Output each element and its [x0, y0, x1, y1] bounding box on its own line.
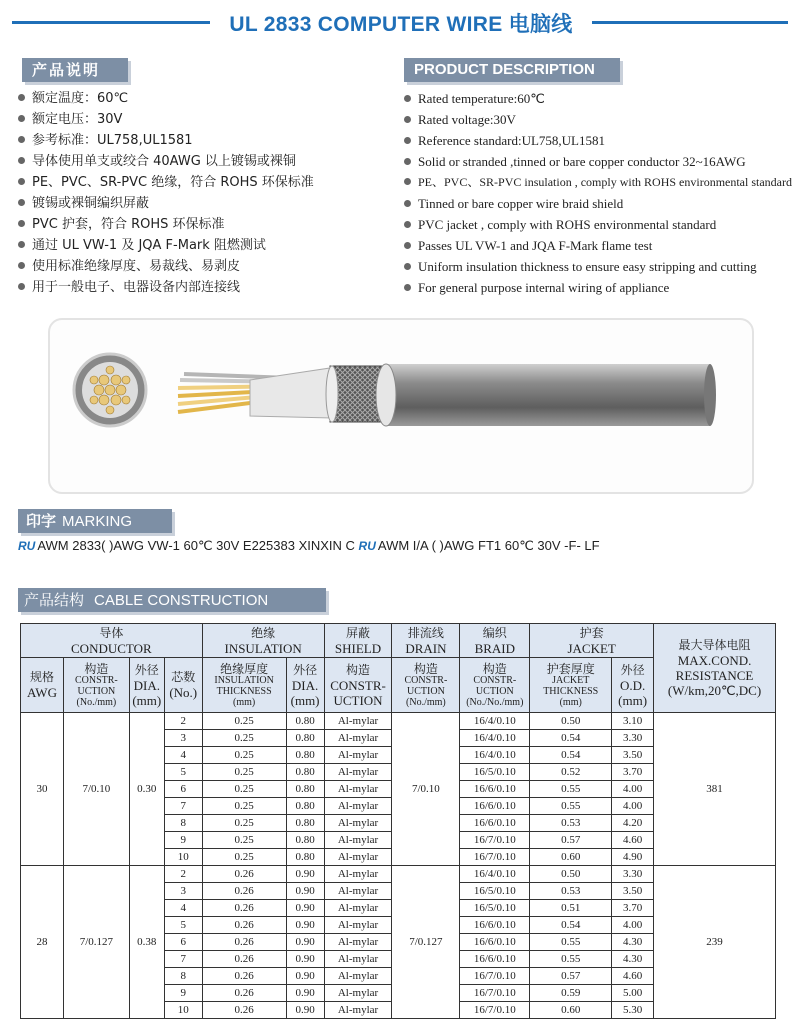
table-cell: Al-mylar	[324, 781, 392, 798]
table-cell: Al-mylar	[324, 764, 392, 781]
cable-image	[50, 320, 752, 492]
table-cell: 7	[164, 798, 202, 815]
table-cell: 4.00	[612, 781, 654, 798]
insulation-dia-header: 外径 DIA. (mm)	[286, 658, 324, 713]
table-cell: 4.60	[612, 968, 654, 985]
table-cell: 16/6/0.10	[460, 951, 530, 968]
table-cell: 0.90	[286, 900, 324, 917]
table-cell: Al-mylar	[324, 951, 392, 968]
table-cell: 0.55	[530, 798, 612, 815]
table-cell: Al-mylar	[324, 917, 392, 934]
table-cell: 0.80	[286, 815, 324, 832]
table-cell: 3	[164, 730, 202, 747]
table-cell: 7/0.127	[63, 866, 129, 1019]
table-cell: 4	[164, 900, 202, 917]
conductor-dia-header: 外径 DIA. (mm)	[129, 658, 164, 713]
table-cell: 16/7/0.10	[460, 968, 530, 985]
table-cell: 0.54	[530, 917, 612, 934]
table-cell: 5.00	[612, 985, 654, 1002]
table-cell: 2	[164, 866, 202, 883]
table-cell: 0.26	[202, 900, 286, 917]
table-cell: 0.80	[286, 713, 324, 730]
bullet-icon	[18, 199, 25, 206]
table-cell: 16/7/0.10	[460, 985, 530, 1002]
construction-heading: 产品结构 CABLE CONSTRUCTION	[18, 588, 326, 612]
bullet-icon	[18, 283, 25, 290]
insulation-thickness-header: 绝缘厚度 INSULATION THICKNESS (mm)	[202, 658, 286, 713]
table-cell: 10	[164, 849, 202, 866]
insulation-header: 绝缘 INSULATION	[202, 624, 324, 658]
bullet-icon	[18, 178, 25, 185]
bullet-icon	[18, 220, 25, 227]
table-cell: 0.25	[202, 832, 286, 849]
bullet-icon	[404, 137, 411, 144]
bullet-icon	[18, 115, 25, 122]
table-cell: 0.25	[202, 849, 286, 866]
braid-construction-header: 构造 CONSTR- UCTION (No./No./mm)	[460, 658, 530, 713]
bullet-icon	[18, 94, 25, 101]
table-cell: 0.50	[530, 866, 612, 883]
table-cell: 16/7/0.10	[460, 849, 530, 866]
marking-line-2: AWM I/A ( )AWG FT1 60℃ 30V -F- LF	[377, 538, 600, 553]
list-item: PE、PVC、SR-PVC 绝缘，符合 ROHS 环保标准	[18, 172, 314, 193]
table-cell: 9	[164, 832, 202, 849]
table-cell: 7/0.127	[392, 866, 460, 1019]
shield-header: 屏蔽 SHIELD	[324, 624, 392, 658]
table-cell: 4	[164, 747, 202, 764]
table-cell: Al-mylar	[324, 866, 392, 883]
table-cell: 0.80	[286, 781, 324, 798]
table-cell: Al-mylar	[324, 883, 392, 900]
table-cell: Al-mylar	[324, 900, 392, 917]
ul-mark-icon: RU	[18, 539, 36, 553]
table-cell: 3.30	[612, 730, 654, 747]
table-cell: 0.51	[530, 900, 612, 917]
table-cell: 0.90	[286, 934, 324, 951]
list-item: 通过 UL VW-1 及 JQA F-Mark 阻燃测试	[18, 235, 314, 256]
table-cell: 0.25	[202, 747, 286, 764]
table-cell: 0.55	[530, 934, 612, 951]
table-cell: 5	[164, 764, 202, 781]
table-cell: 0.30	[129, 713, 164, 866]
table-cell: 0.90	[286, 1002, 324, 1019]
max-resistance-header: 最大导体电阻 MAX.COND. RESISTANCE (W/km,20℃,DC)	[654, 624, 776, 713]
table-cell: 0.26	[202, 883, 286, 900]
table-cell: Al-mylar	[324, 968, 392, 985]
table-cell: 16/6/0.10	[460, 917, 530, 934]
table-cell: 7/0.10	[392, 713, 460, 866]
table-cell: 4.90	[612, 849, 654, 866]
table-cell: 16/4/0.10	[460, 730, 530, 747]
marking-text	[18, 538, 600, 554]
table-cell: 0.26	[202, 951, 286, 968]
table-cell: 0.90	[286, 951, 324, 968]
bullet-icon	[404, 263, 411, 270]
desc-en-heading: PRODUCT DESCRIPTION	[404, 58, 620, 82]
bullet-icon	[404, 116, 411, 123]
list-item: For general purpose internal wiring of appliance	[404, 277, 792, 298]
table-cell: 4.00	[612, 917, 654, 934]
conductor-header: 导体 CONDUCTOR	[21, 624, 203, 658]
cable-illustration	[48, 318, 754, 494]
list-item: PVC 护套，符合 ROHS 环保标准	[18, 214, 314, 235]
table-cell: 3.10	[612, 713, 654, 730]
bullet-icon	[404, 95, 411, 102]
list-item: Rated temperature:60℃	[404, 88, 792, 109]
table-cell: 0.90	[286, 985, 324, 1002]
table-cell: Al-mylar	[324, 798, 392, 815]
table-cell: 6	[164, 934, 202, 951]
table-cell: 4.20	[612, 815, 654, 832]
list-item: 额定电压：30V	[18, 109, 314, 130]
table-cell: 5.30	[612, 1002, 654, 1019]
table-cell: Al-mylar	[324, 747, 392, 764]
table-cell: 0.26	[202, 917, 286, 934]
table-cell: 0.25	[202, 798, 286, 815]
table-cell: 0.57	[530, 832, 612, 849]
drain-header: 排流线 DRAIN	[392, 624, 460, 658]
table-cell: 0.25	[202, 730, 286, 747]
list-item: 使用标准绝缘厚度、易裁线、易剥皮	[18, 256, 314, 277]
list-item: 镀锡或裸铜编织屏蔽	[18, 193, 314, 214]
list-item: Uniform insulation thickness to ensure easy stripping and cutting	[404, 256, 792, 277]
table-cell: 16/7/0.10	[460, 832, 530, 849]
desc-cn-heading: 产品说明	[22, 58, 128, 82]
page-title: UL 2833 COMPUTER WIRE 电脑线	[229, 13, 573, 36]
table-cell: 0.90	[286, 866, 324, 883]
table-cell: 0.26	[202, 985, 286, 1002]
list-item: Reference standard:UL758,UL1581	[404, 130, 792, 151]
table-cell: Al-mylar	[324, 1002, 392, 1019]
table-cell: 5	[164, 917, 202, 934]
table-cell: 0.90	[286, 917, 324, 934]
table-cell: Al-mylar	[324, 849, 392, 866]
table-cell: 0.50	[530, 713, 612, 730]
awg-header: 规格 AWG	[21, 658, 64, 713]
jacket-header: 护套 JACKET	[530, 624, 654, 658]
jacket-od-header: 外径 O.D. (mm)	[612, 658, 654, 713]
table-cell: 0.80	[286, 832, 324, 849]
table-cell: 0.53	[530, 815, 612, 832]
table-cell: 16/5/0.10	[460, 764, 530, 781]
table-cell: 3.70	[612, 764, 654, 781]
table-cell: 381	[654, 713, 776, 866]
table-cell: 8	[164, 968, 202, 985]
table-cell: Al-mylar	[324, 985, 392, 1002]
list-item: 用于一般电子、电器设备内部连接线	[18, 277, 314, 298]
table-cell: 9	[164, 985, 202, 1002]
table-cell: 30	[21, 713, 64, 866]
bullet-icon	[404, 178, 411, 185]
page-title-bar	[0, 8, 800, 38]
desc-en-list	[404, 88, 792, 298]
table-cell: 0.80	[286, 764, 324, 781]
table-cell: 7/0.10	[63, 713, 129, 866]
table-cell: 16/4/0.10	[460, 713, 530, 730]
table-cell: 8	[164, 815, 202, 832]
table-cell: 4.60	[612, 832, 654, 849]
list-item: Passes UL VW-1 and JQA F-Mark flame test	[404, 235, 792, 256]
table-cell: 0.80	[286, 747, 324, 764]
bullet-icon	[18, 262, 25, 269]
marking-line-1: AWM 2833( )AWG VW-1 60℃ 30V E225383 XINXIN C	[37, 538, 355, 553]
jacket-thickness-header: 护套厚度 JACKET THICKNESS (mm)	[530, 658, 612, 713]
bullet-icon	[404, 242, 411, 249]
list-item: Tinned or bare copper wire braid shield	[404, 193, 792, 214]
table-cell: 3.50	[612, 747, 654, 764]
table-cell: Al-mylar	[324, 815, 392, 832]
desc-cn-list	[18, 88, 314, 298]
table-cell: 0.52	[530, 764, 612, 781]
title-rule-left	[12, 21, 210, 24]
table-cell: 0.38	[129, 866, 164, 1019]
table-cell: 0.25	[202, 815, 286, 832]
table-cell: 28	[21, 866, 64, 1019]
table-cell: 16/5/0.10	[460, 900, 530, 917]
table-cell: 0.25	[202, 781, 286, 798]
table-cell: 2	[164, 713, 202, 730]
table-cell: 4.00	[612, 798, 654, 815]
construction-table	[20, 623, 776, 1019]
bullet-icon	[18, 241, 25, 248]
table-cell: 0.80	[286, 730, 324, 747]
table-cell: 16/6/0.10	[460, 815, 530, 832]
list-item: Solid or stranded ,tinned or bare copper conductor 32~16AWG	[404, 151, 792, 172]
table-cell: 0.26	[202, 968, 286, 985]
table-cell: 0.54	[530, 730, 612, 747]
bullet-icon	[404, 200, 411, 207]
bullet-icon	[18, 157, 25, 164]
conductor-construction-header: 构造 CONSTR- UCTION (No./mm)	[63, 658, 129, 713]
table-cell: 0.26	[202, 1002, 286, 1019]
bullet-icon	[404, 158, 411, 165]
table-cell: 3	[164, 883, 202, 900]
table-cell: 3.30	[612, 866, 654, 883]
table-cell: 0.25	[202, 713, 286, 730]
table-cell: 0.26	[202, 866, 286, 883]
list-item: 参考标准：UL758,UL1581	[18, 130, 314, 151]
table-cell: 16/6/0.10	[460, 798, 530, 815]
table-cell: 4.30	[612, 951, 654, 968]
table-cell: 0.90	[286, 968, 324, 985]
table-cell: 16/4/0.10	[460, 747, 530, 764]
table-cell: 0.80	[286, 798, 324, 815]
table-cell: 3.70	[612, 900, 654, 917]
table-cell: Al-mylar	[324, 713, 392, 730]
table-cell: 16/5/0.10	[460, 883, 530, 900]
table-cell: Al-mylar	[324, 730, 392, 747]
marking-heading: 印字 MARKING	[18, 509, 172, 533]
table-cell: 10	[164, 1002, 202, 1019]
table-cell: 0.26	[202, 934, 286, 951]
table-cell: Al-mylar	[324, 832, 392, 849]
table-cell: 0.55	[530, 951, 612, 968]
table-cell: Al-mylar	[324, 934, 392, 951]
table-cell: 239	[654, 866, 776, 1019]
table-cell: 7	[164, 951, 202, 968]
drain-construction-header: 构造 CONSTR- UCTION (No./mm)	[392, 658, 460, 713]
table-cell: 4.30	[612, 934, 654, 951]
table-cell: 16/4/0.10	[460, 866, 530, 883]
title-rule-right	[592, 21, 788, 24]
construction-table-body	[21, 713, 776, 1019]
table-cell: 0.60	[530, 849, 612, 866]
list-item: PE、PVC、SR-PVC insulation , comply with ROHS environmental standard	[404, 172, 792, 193]
table-cell: 16/6/0.10	[460, 781, 530, 798]
table-cell: 16/6/0.10	[460, 934, 530, 951]
table-cell: 3.50	[612, 883, 654, 900]
table-cell: 16/7/0.10	[460, 1002, 530, 1019]
bullet-icon	[18, 136, 25, 143]
table-cell: 0.55	[530, 781, 612, 798]
shield-construction-header: 构造 CONSTR- UCTION	[324, 658, 392, 713]
table-cell: 0.57	[530, 968, 612, 985]
table-cell: 0.53	[530, 883, 612, 900]
list-item: 导体使用单支或绞合 40AWG 以上镀锡或裸铜	[18, 151, 314, 172]
table-cell: 6	[164, 781, 202, 798]
table-cell: 0.60	[530, 1002, 612, 1019]
ul-mark-icon: RU	[358, 539, 376, 553]
table-cell: 0.90	[286, 883, 324, 900]
braid-header: 编织 BRAID	[460, 624, 530, 658]
bullet-icon	[404, 284, 411, 291]
table-cell: 0.59	[530, 985, 612, 1002]
list-item: Rated voltage:30V	[404, 109, 792, 130]
table-cell: 0.25	[202, 764, 286, 781]
table-row	[21, 713, 776, 730]
list-item: 额定温度：60℃	[18, 88, 314, 109]
table-cell: 0.80	[286, 849, 324, 866]
cores-header: 芯数 (No.)	[164, 658, 202, 713]
list-item: PVC jacket , comply with ROHS environmental standard	[404, 214, 792, 235]
bullet-icon	[404, 221, 411, 228]
table-row	[21, 866, 776, 883]
table-cell: 0.54	[530, 747, 612, 764]
